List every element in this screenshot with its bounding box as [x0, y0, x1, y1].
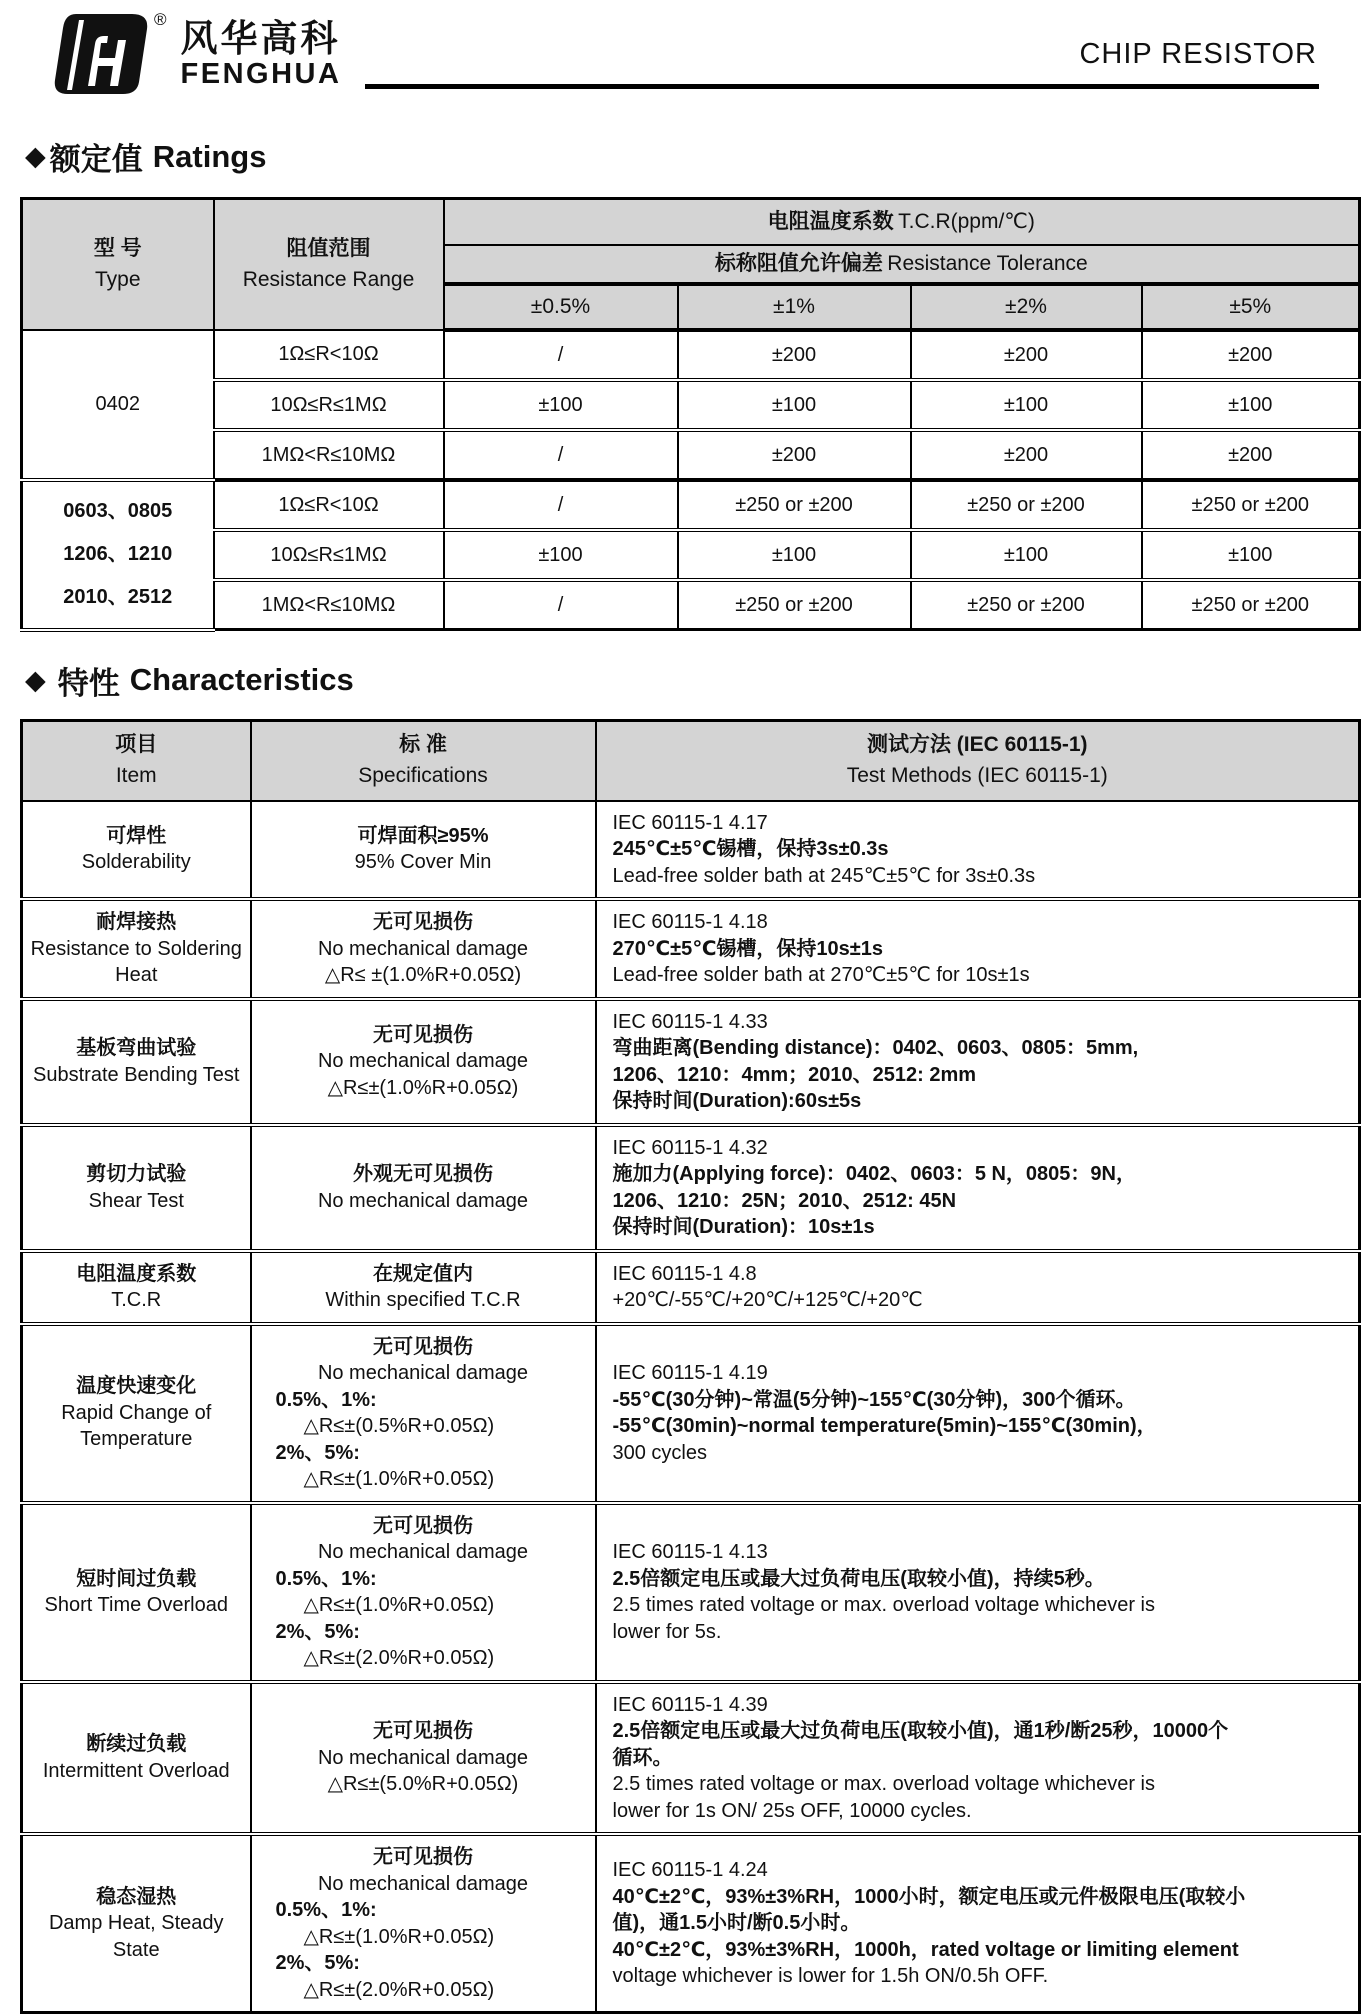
- logo-english-name: FENGHUA: [181, 59, 342, 89]
- item-header-en: Item: [27, 761, 246, 791]
- spec-header-cell: [251, 720, 596, 801]
- tolerance-value-cell: ±100: [444, 530, 678, 580]
- specification-cell: [251, 1125, 596, 1251]
- spec-line: △R≤±(1.0%R+0.05Ω): [258, 1592, 589, 1619]
- test-method-line: IEC 60115-1 4.33: [613, 1009, 1353, 1036]
- characteristics-row: [22, 999, 1360, 1125]
- ratings-row: [22, 380, 1360, 430]
- item-cell: [22, 1503, 251, 1682]
- characteristics-row: [22, 1682, 1360, 1835]
- tolerance-value-cell: ±100: [911, 380, 1142, 430]
- spec-line: 0.5%、1%:: [258, 1566, 589, 1593]
- tolerance-value-cell: /: [444, 580, 678, 630]
- section-title-characteristics-en: Characteristics: [130, 662, 354, 698]
- tcr-header-cell: [444, 199, 1360, 246]
- characteristics-table: [20, 719, 1361, 2014]
- characteristics-row: [22, 1834, 1360, 2013]
- item-name-cn: 耐焊接热: [29, 909, 244, 936]
- spec-line: △R≤±(1.0%R+0.05Ω): [258, 1466, 589, 1493]
- test-method-line: -55℃(30min)~normal temperature(5min)~155℃(30min)，: [613, 1413, 1353, 1440]
- item-cell: [22, 1834, 251, 2013]
- spec-line: 外观无可见损伤: [258, 1161, 589, 1188]
- range-header-en: Resistance Range: [219, 265, 439, 295]
- item-cell: [22, 1682, 251, 1835]
- test-method-line: IEC 60115-1 4.32: [613, 1135, 1353, 1162]
- logo-text: [181, 20, 342, 89]
- spec-line: △R≤±(5.0%R+0.05Ω): [258, 1771, 589, 1798]
- test-method-line: 40℃±2℃，93%±3%RH，1000小时，额定电压或元件极限电压(取较小: [613, 1884, 1353, 1911]
- spec-header-en: Specifications: [256, 761, 591, 791]
- characteristics-row: [22, 1503, 1360, 1682]
- item-name-en: Shear Test: [29, 1188, 244, 1215]
- specification-cell: [251, 1324, 596, 1503]
- resistance-range-cell: 10Ω≤R≤1MΩ: [214, 530, 444, 580]
- test-method-line: Lead-free solder bath at 245℃±5℃ for 3s±0.3s: [613, 863, 1353, 890]
- test-method-line: 40℃±2℃，93%±3%RH，1000h，rated voltage or limiting element: [613, 1937, 1353, 1964]
- item-header-cn: 项目: [27, 730, 246, 760]
- test-method-line: 300 cycles: [613, 1440, 1353, 1467]
- tolerance-col-header: ±1%: [678, 284, 911, 330]
- characteristics-row: [22, 801, 1360, 900]
- type-header-cn: 型 号: [27, 234, 209, 264]
- specification-cell: [251, 1834, 596, 2013]
- tolerance-value-cell: ±250 or ±200: [911, 580, 1142, 630]
- test-method-line: IEC 60115-1 4.13: [613, 1539, 1353, 1566]
- header-rule: [365, 84, 1319, 89]
- item-name-en: Resistance to Soldering Heat: [29, 936, 244, 989]
- test-method-line: -55℃(30分钟)~常温(5分钟)~155℃(30分钟)，300个循环。: [613, 1387, 1353, 1414]
- fenghua-logo-mark-icon: [52, 12, 152, 96]
- specification-cell: [251, 1251, 596, 1324]
- ratings-table: [20, 197, 1361, 632]
- tolerance-col-header: ±5%: [1142, 284, 1360, 330]
- item-name-en: Substrate Bending Test: [29, 1062, 244, 1089]
- test-method-cell: [596, 1125, 1360, 1251]
- registered-trademark-icon: ®: [154, 10, 167, 30]
- item-name-cn: 可焊性: [29, 823, 244, 850]
- tolerance-value-cell: ±100: [678, 380, 911, 430]
- item-name-en: Intermittent Overload: [29, 1758, 244, 1785]
- tolerance-value-cell: ±100: [444, 380, 678, 430]
- spec-line: No mechanical damage: [258, 1360, 589, 1387]
- specification-cell: [251, 1503, 596, 1682]
- tolerance-value-cell: ±200: [678, 330, 911, 380]
- item-cell: [22, 999, 251, 1125]
- test-method-line: 保持时间(Duration)：10s±1s: [613, 1214, 1353, 1241]
- test-method-line: IEC 60115-1 4.17: [613, 810, 1353, 837]
- spec-line: No mechanical damage: [258, 1188, 589, 1215]
- test-method-cell: [596, 1834, 1360, 2013]
- test-method-cell: [596, 899, 1360, 999]
- test-method-cell: [596, 1503, 1360, 1682]
- test-method-line: IEC 60115-1 4.18: [613, 909, 1353, 936]
- resistance-range-cell: 1Ω≤R<10Ω: [214, 330, 444, 380]
- spec-line: △R≤±(1.0%R+0.05Ω): [258, 1075, 589, 1102]
- item-cell: [22, 899, 251, 999]
- tolerance-value-cell: ±200: [1142, 430, 1360, 480]
- test-method-line: +20℃/-55℃/+20℃/+125℃/+20℃: [613, 1287, 1353, 1314]
- tolerance-value-cell: ±250 or ±200: [678, 480, 911, 530]
- type-line: 1206、1210: [27, 533, 209, 576]
- item-name-en: Solderability: [29, 849, 244, 876]
- item-name-en: T.C.R: [29, 1287, 244, 1314]
- item-header-cell: [22, 720, 251, 801]
- spec-header-cn: 标 准: [256, 730, 591, 760]
- test-method-line: 1206、1210：4mm；2010、2512: 2mm: [613, 1062, 1353, 1089]
- tcr-header-cn: 电阻温度系数: [768, 210, 894, 233]
- item-cell: [22, 1125, 251, 1251]
- tolerance-value-cell: /: [444, 430, 678, 480]
- resistance-range-cell: 10Ω≤R≤1MΩ: [214, 380, 444, 430]
- test-method-line: voltage whichever is lower for 1.5h ON/0.5h OFF.: [613, 1963, 1353, 1990]
- test-method-line: 1206、1210：25N；2010、2512: 45N: [613, 1188, 1353, 1215]
- characteristics-row: [22, 899, 1360, 999]
- specification-cell: [251, 999, 596, 1125]
- item-name-en: Short Time Overload: [29, 1592, 244, 1619]
- test-method-line: 循环。: [613, 1745, 1353, 1772]
- item-name-cn: 短时间过负载: [29, 1566, 244, 1593]
- type-line: 0402: [27, 383, 209, 426]
- spec-line: △R≤±(2.0%R+0.05Ω): [258, 1645, 589, 1672]
- type-cell: [22, 480, 214, 630]
- test-method-line: IEC 60115-1 4.19: [613, 1360, 1353, 1387]
- test-method-line: 保持时间(Duration):60s±5s: [613, 1088, 1353, 1115]
- item-name-cn: 稳态湿热: [29, 1884, 244, 1911]
- tolerance-value-cell: ±200: [678, 430, 911, 480]
- test-method-cell: [596, 801, 1360, 900]
- tolerance-header-en: Resistance Tolerance: [887, 252, 1087, 275]
- tolerance-col-header: ±2%: [911, 284, 1142, 330]
- section-title-ratings-en: Ratings: [153, 139, 267, 175]
- spec-line: △R≤ ±(1.0%R+0.05Ω): [258, 962, 589, 989]
- test-method-line: 2.5 times rated voltage or max. overload voltage whichever is: [613, 1592, 1353, 1619]
- test-method-cell: [596, 999, 1360, 1125]
- type-cell: [22, 330, 214, 480]
- spec-line: No mechanical damage: [258, 1048, 589, 1075]
- specification-cell: [251, 801, 596, 900]
- item-name-en: Damp Heat, Steady State: [29, 1910, 244, 1963]
- test-method-line: 245℃±5℃锡槽，保持3s±0.3s: [613, 836, 1353, 863]
- tolerance-value-cell: ±100: [911, 530, 1142, 580]
- logo-chinese-name: 风华高科: [181, 20, 342, 59]
- item-name-cn: 电阻温度系数: [29, 1261, 244, 1288]
- spec-line: 0.5%、1%:: [258, 1387, 589, 1414]
- spec-line: 无可见损伤: [258, 909, 589, 936]
- test-method-cell: [596, 1324, 1360, 1503]
- ratings-row: [22, 330, 1360, 380]
- spec-line: 在规定值内: [258, 1261, 589, 1288]
- test-method-line: IEC 60115-1 4.39: [613, 1692, 1353, 1719]
- spec-line: No mechanical damage: [258, 936, 589, 963]
- specification-cell: [251, 899, 596, 999]
- page-header: [0, 0, 1367, 108]
- test-header-cn: 测试方法 (IEC 60115-1): [601, 730, 1355, 760]
- ratings-row: [22, 530, 1360, 580]
- test-method-line: Lead-free solder bath at 270℃±5℃ for 10s±1s: [613, 962, 1353, 989]
- range-header-cell: [214, 199, 444, 331]
- test-method-line: 弯曲距离(Bending distance)：0402、0603、0805：5mm,: [613, 1035, 1353, 1062]
- ratings-header-row-1: [22, 199, 1360, 246]
- item-cell: [22, 1251, 251, 1324]
- specification-cell: [251, 1682, 596, 1835]
- ratings-row: [22, 480, 1360, 530]
- test-method-line: 2.5倍额定电压或最大过负荷电压(取较小值)，通1秒/断25秒，10000个: [613, 1718, 1353, 1745]
- section-title-characteristics-cn: 特性: [58, 658, 120, 703]
- diamond-bullet-icon: ◆: [25, 141, 46, 172]
- item-name-cn: 温度快速变化: [29, 1373, 244, 1400]
- spec-line: 2%、5%:: [258, 1440, 589, 1467]
- section-title-ratings: [25, 134, 1367, 179]
- spec-line: 0.5%、1%:: [258, 1897, 589, 1924]
- section-title-characteristics: [25, 658, 1367, 703]
- ratings-row: [22, 580, 1360, 630]
- ratings-tbody: [22, 330, 1360, 630]
- diamond-bullet-icon: ◆: [25, 665, 46, 696]
- spec-line: 无可见损伤: [258, 1022, 589, 1049]
- item-name-en: Rapid Change of Temperature: [29, 1400, 244, 1453]
- tolerance-value-cell: ±100: [1142, 380, 1360, 430]
- test-method-line: lower for 5s.: [613, 1619, 1353, 1646]
- type-line: 0603、0805: [27, 490, 209, 533]
- test-method-line: lower for 1s ON/ 25s OFF, 10000 cycles.: [613, 1798, 1353, 1825]
- type-header-en: Type: [27, 265, 209, 295]
- tolerance-header-cn: 标称阻值允许偏差: [715, 252, 883, 275]
- fenghua-logo: [52, 12, 341, 96]
- test-method-line: 270℃±5℃锡槽，保持10s±1s: [613, 936, 1353, 963]
- resistance-range-cell: 1MΩ<R≤10MΩ: [214, 430, 444, 480]
- test-header-cell: [596, 720, 1360, 801]
- spec-line: 无可见损伤: [258, 1844, 589, 1871]
- type-header-cell: [22, 199, 214, 331]
- spec-line: △R≤±(0.5%R+0.05Ω): [258, 1413, 589, 1440]
- test-header-en: Test Methods (IEC 60115-1): [601, 761, 1355, 791]
- item-cell: [22, 801, 251, 900]
- item-name-cn: 断续过负载: [29, 1731, 244, 1758]
- characteristics-row: [22, 1324, 1360, 1503]
- section-title-ratings-cn: 额定值: [50, 134, 143, 179]
- spec-line: 无可见损伤: [258, 1718, 589, 1745]
- spec-line: 无可见损伤: [258, 1334, 589, 1361]
- type-line: 2010、2512: [27, 576, 209, 619]
- tolerance-value-cell: ±250 or ±200: [1142, 480, 1360, 530]
- resistance-range-cell: 1MΩ<R≤10MΩ: [214, 580, 444, 630]
- test-method-line: IEC 60115-1 4.24: [613, 1857, 1353, 1884]
- tcr-header-en: T.C.R(ppm/℃): [898, 210, 1035, 233]
- spec-line: Within specified T.C.R: [258, 1287, 589, 1314]
- tolerance-value-cell: ±100: [678, 530, 911, 580]
- tolerance-value-cell: /: [444, 330, 678, 380]
- spec-line: 可焊面积≥95%: [258, 823, 589, 850]
- item-cell: [22, 1324, 251, 1503]
- characteristics-tbody: [22, 801, 1360, 2013]
- ratings-row: [22, 430, 1360, 480]
- tolerance-value-cell: ±250 or ±200: [678, 580, 911, 630]
- characteristics-header-row: [22, 720, 1360, 801]
- spec-line: 2%、5%:: [258, 1950, 589, 1977]
- test-method-line: 2.5倍额定电压或最大过负荷电压(取较小值)，持续5秒。: [613, 1566, 1353, 1593]
- tolerance-col-header: ±0.5%: [444, 284, 678, 330]
- spec-line: 95% Cover Min: [258, 849, 589, 876]
- test-method-line: 值)，通1.5小时/断0.5小时。: [613, 1910, 1353, 1937]
- spec-line: △R≤±(1.0%R+0.05Ω): [258, 1924, 589, 1951]
- test-method-line: 施加力(Applying force)：0402、0603：5 N，0805：9N，: [613, 1161, 1353, 1188]
- spec-line: No mechanical damage: [258, 1539, 589, 1566]
- tolerance-value-cell: /: [444, 480, 678, 530]
- tolerance-value-cell: ±250 or ±200: [1142, 580, 1360, 630]
- characteristics-row: [22, 1125, 1360, 1251]
- spec-line: △R≤±(2.0%R+0.05Ω): [258, 1977, 589, 2004]
- doc-title: CHIP RESISTOR: [1079, 38, 1317, 71]
- spec-line: No mechanical damage: [258, 1871, 589, 1898]
- tolerance-value-cell: ±200: [911, 430, 1142, 480]
- characteristics-row: [22, 1251, 1360, 1324]
- tolerance-value-cell: ±250 or ±200: [911, 480, 1142, 530]
- item-name-cn: 剪切力试验: [29, 1161, 244, 1188]
- tolerance-value-cell: ±200: [911, 330, 1142, 380]
- spec-line: 无可见损伤: [258, 1513, 589, 1540]
- tolerance-value-cell: ±100: [1142, 530, 1360, 580]
- test-method-cell: [596, 1682, 1360, 1835]
- spec-line: 2%、5%:: [258, 1619, 589, 1646]
- item-name-cn: 基板弯曲试验: [29, 1035, 244, 1062]
- test-method-cell: [596, 1251, 1360, 1324]
- resistance-range-cell: 1Ω≤R<10Ω: [214, 480, 444, 530]
- range-header-cn: 阻值范围: [219, 234, 439, 264]
- tolerance-value-cell: ±200: [1142, 330, 1360, 380]
- test-method-line: IEC 60115-1 4.8: [613, 1261, 1353, 1288]
- tolerance-header-cell: [444, 245, 1360, 284]
- spec-line: No mechanical damage: [258, 1745, 589, 1772]
- test-method-line: 2.5 times rated voltage or max. overload voltage whichever is: [613, 1771, 1353, 1798]
